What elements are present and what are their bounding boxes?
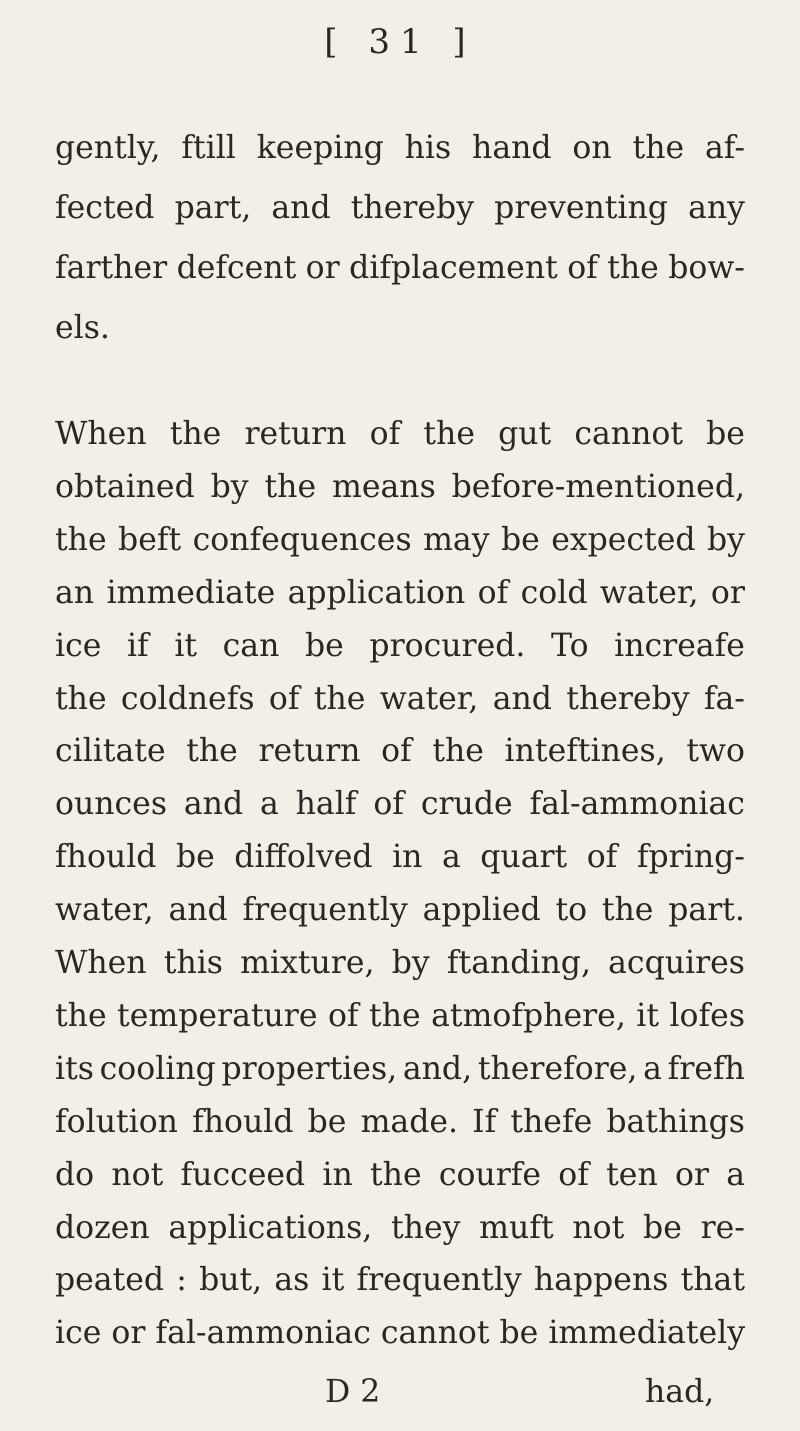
signature-mark: D 2: [325, 1374, 381, 1410]
text-line: fected part, and thereby preventing any: [55, 190, 745, 226]
text-line: gently, ftill keeping his hand on the af-: [55, 130, 745, 166]
text-line: cilitate the return of the inteftines, two: [55, 733, 745, 769]
text-line: the coldnefs of the water, and thereby fa-: [55, 681, 745, 717]
text-line: ice if it can be procured. To increafe: [55, 628, 745, 664]
text-line: the beft confequences may be expected by: [55, 522, 745, 558]
text-line: obtained by the means before-mentioned,: [55, 469, 745, 505]
text-line: ounces and a half of crude fal-ammoniac: [55, 786, 745, 822]
text-line: dozen applications, they muft not be re-: [55, 1210, 745, 1246]
text-line: water, and frequently applied to the part.: [55, 892, 745, 928]
text-line: the temperature of the atmofphere, it lofes: [55, 998, 745, 1034]
text-line: do not fucceed in the courfe of ten or a: [55, 1157, 745, 1193]
text-line: its cooling properties, and, therefore, a frefh: [55, 1051, 745, 1087]
text-line: peated : but, as it frequently happens that: [55, 1262, 745, 1298]
text-line: an immediate application of cold water, or: [55, 575, 745, 611]
text-line: els.: [55, 310, 110, 346]
catchword: had,: [645, 1374, 715, 1410]
text-line: ice or fal-ammoniac cannot be immediately: [55, 1315, 745, 1351]
text-line: When this mixture, by ftanding, acquires: [55, 945, 745, 981]
text-line: farther defcent or difplacement of the bow-: [55, 250, 745, 286]
text-line: folution fhould be made. If thefe bathings: [55, 1104, 745, 1140]
page-number: [ 31 ]: [324, 22, 476, 62]
text-line: When the return of the gut cannot be: [55, 416, 745, 452]
text-line: fhould be diffolved in a quart of fpring-: [55, 839, 745, 875]
